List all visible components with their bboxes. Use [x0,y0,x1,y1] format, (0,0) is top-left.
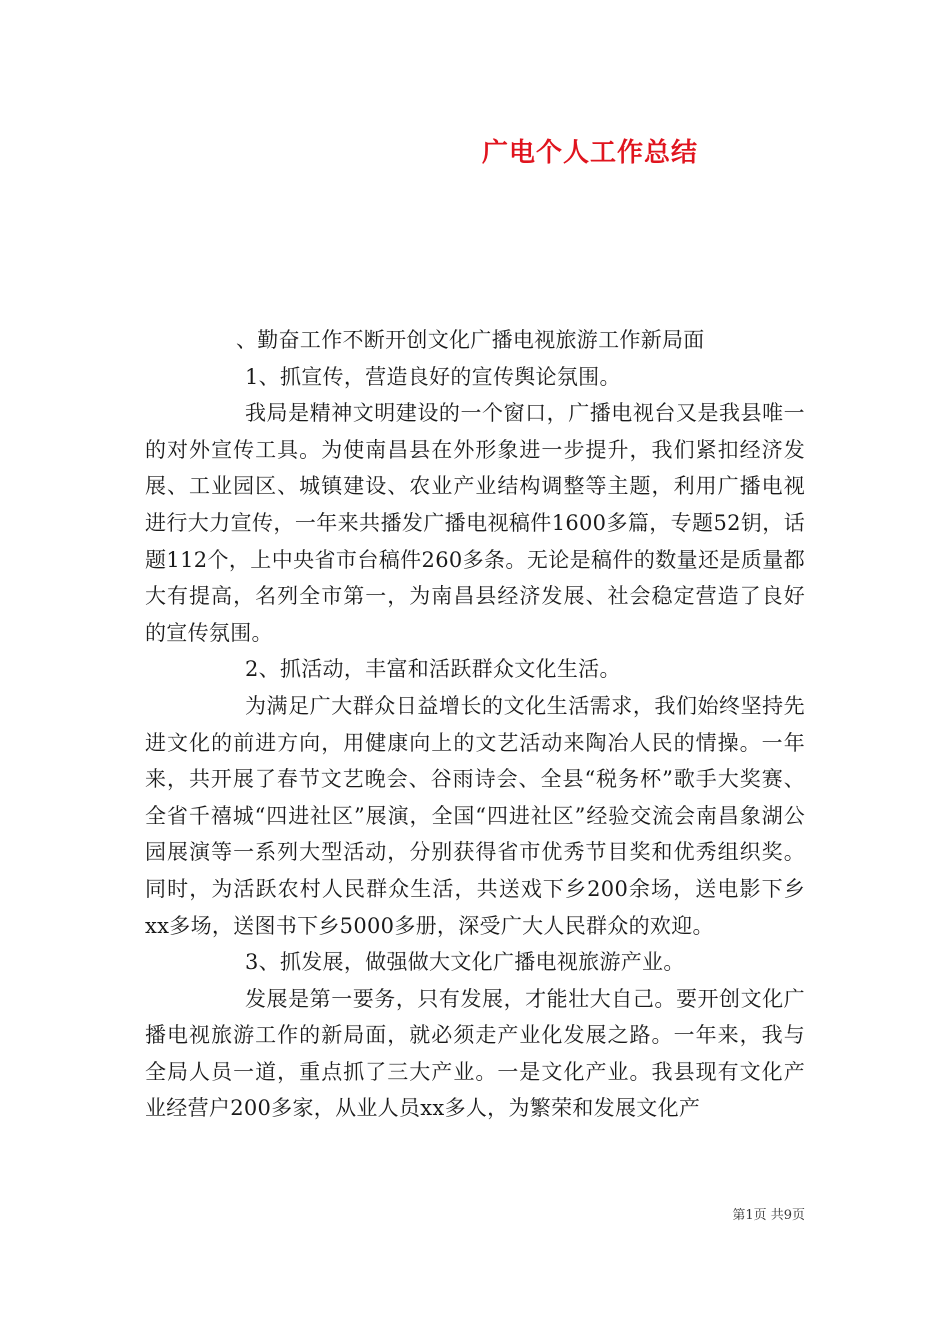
item1-heading: 1、抓宣传，营造良好的宣传舆论氛围。 [245,364,621,389]
item3-heading: 3、抓发展，做强做大文化广播电视旅游产业。 [245,950,685,975]
page-number: 第1页 共9页 [732,1208,805,1223]
item3-paragraph: 发展是第一要务，只有发展，才能壮大自己。要开创文化广播电视旅游工作的新局面，就必须走产业化发展之路。一年来，我与全局人员一道，重点抓了三大产业。一是文化产业。我县现有文化产业经营户200多家，从业人员xx多人，为繁荣和发展文化产 [145,986,805,1121]
document-title: 广电个人工作总结 [481,138,698,168]
item2-heading: 2、抓活动，丰富和活跃群众文化生活。 [245,657,621,682]
section-heading: 、勤奋工作不断开创文化广播电视旅游工作新局面 [236,328,705,352]
item1-paragraph: 我局是精神文明建设的一个窗口，广播电视台又是我县唯一的对外宣传工具。为使南昌县在外形象进一步提升，我们紧扣经济发展、工业园区、城镇建设、农业产业结构调整等主题，利用广播电视进行大力宣传，一年来共播发广播电视稿件1600多篇，专题52钥，话题112个，上中央省市台稿件260多条。无论是稿件的数量还是质量都大有提高，名列全市第一，为南昌县经济发展、社会稳定营造了良好的宣传氛围。 [145,401,805,645]
item2-paragraph: 为满足广大群众日益增长的文化生活需求，我们始终坚持先进文化的前进方向，用健康向上的文艺活动来陶冶人民的情操。一年来，共开展了春节文艺晚会、谷雨诗会、全县“税务杯”歌手大奖赛、全省千禧城“四进社区”展演，全国“四进社区”经验交流会南昌象湖公园展演等一系列大型活动，分别获得省市优秀节目奖和优秀组织奖。同时，为活跃农村人民群众生活，共送戏下乡200余场，送电影下乡xx多场，送图书下乡5000多册，深受广大人民群众的欢迎。 [145,693,805,938]
document-body [145,322,805,1127]
